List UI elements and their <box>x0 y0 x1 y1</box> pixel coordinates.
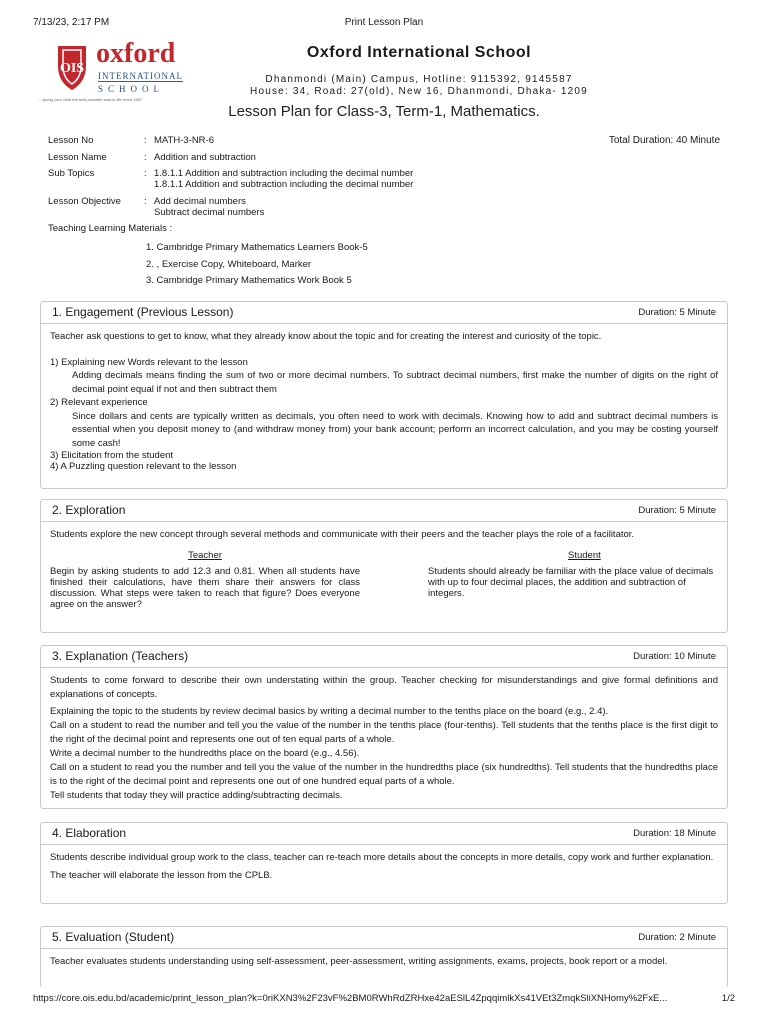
engagement-item-2-text: Since dollars and cents are typically written as decimals, you often need to work with decimals. Knowing how to add and subtract decimal numbers is essential when you deposit money to (and withdraw money from) your bank account; perform an incorrect calculation, and you may be costing yourself some cash! <box>72 410 718 449</box>
teacher-heading: Teacher <box>188 549 222 561</box>
teacher-text: Begin by asking students to add 12.3 and 0.81. When all students have finished their calculations, have them share their answers for class discussion. What steps were taken to reach that figure? Does everyone agree on the answer? <box>50 565 360 610</box>
explanation-paragraph: Write a decimal number to the hundredths place on the board (e.g., 4.56). <box>50 748 360 759</box>
colon: : <box>144 168 147 179</box>
svg-text:OIS: OIS <box>59 61 85 76</box>
student-heading: Student <box>568 549 601 561</box>
section-evaluation <box>40 926 728 988</box>
meta-sub-topics <box>48 168 720 192</box>
section-title: 4. Elaboration <box>52 826 127 840</box>
section-exploration <box>40 499 728 633</box>
logo-wordmark: oxford <box>96 38 176 69</box>
logo-tagline: ... giving your child the best possible start in life since 1987 <box>38 97 143 102</box>
school-logo <box>38 38 190 110</box>
colon: : <box>144 135 147 146</box>
sub-topics-label: Sub Topics <box>48 168 95 179</box>
sub-topic-1: 1.8.1.1 Addition and subtraction including the decimal number <box>154 168 414 179</box>
meta-materials <box>48 223 720 235</box>
section-intro: Teacher ask questions to get to know, what they already know about the topic and for creating the interest and curiosity of the topic. <box>50 331 602 342</box>
engagement-item-1-text: Adding decimals means finding the sum of two or more decimal numbers. To subtract decimal numbers, first make the number of digits on the right of decimal point equal if not and then subtract them <box>72 370 718 395</box>
explanation-paragraph: Tell students that today they will practice adding/subtracting decimals. <box>50 790 343 801</box>
elaboration-paragraph: The teacher will elaborate the lesson from the CPLB. <box>50 869 273 881</box>
section-title: 5. Evaluation (Student) <box>52 930 175 944</box>
section-title: 1. Engagement (Previous Lesson) <box>52 305 234 319</box>
logo-sub-international: INTERNATIONAL <box>98 71 183 81</box>
section-elaboration <box>40 822 728 904</box>
lesson-no-value: MATH-3-NR-6 <box>154 135 214 146</box>
logo-sub-school: SCHOOL <box>98 84 165 94</box>
meta-lesson-no <box>48 135 720 147</box>
objective-2: Subtract decimal numbers <box>154 207 265 218</box>
explanation-paragraph: Explaining the topic to the students by review decimal basics by writing a decimal number to the tenths place on the board (e.g., 2.4). <box>50 706 609 717</box>
materials-label: Teaching Learning Materials : <box>48 223 173 234</box>
school-address-line1: Dhanmondi (Main) Campus, Hotline: 9115392, 9145587 <box>265 74 573 85</box>
section-intro: Students describe individual group work to the class, teacher can re-teach more details about the concepts in more details, copy work and further explanation. <box>50 852 714 863</box>
section-duration: Duration: 18 Minute <box>633 828 716 839</box>
section-engagement <box>40 301 728 489</box>
section-intro: Students to come forward to describe their own understating within the group. Teacher checking for misunderstandings and give formal definitions and explanations of concepts. <box>50 675 718 700</box>
print-footer <box>33 993 735 1004</box>
section-explanation <box>40 645 728 809</box>
student-column <box>428 550 718 610</box>
page-url: https://core.ois.edu.bd/academic/print_lesson_plan?k=0riKXN3%2F23vF%2BM0RWhRdZRHxe42aESlL4ZpqqimlkXs41VEt3ZmqkSliXNHomy%2FxE... <box>33 993 668 1004</box>
section-intro: Students explore the new concept through several methods and communicate with their peers and the teacher plays the role of a facilitator. <box>50 529 635 540</box>
materials-list <box>146 242 368 292</box>
meta-objective <box>48 196 720 220</box>
section-intro: Teacher evaluates students understanding using self-assessment, peer-assessment, writing assignments, exams, projects, book report or a model. <box>50 956 668 967</box>
total-duration: Total Duration: 40 Minute <box>608 135 720 146</box>
section-duration: Duration: 2 Minute <box>638 932 716 943</box>
school-address-line2: House: 34, Road: 27(old), New 16, Dhanmondi, Dhaka- 1209 <box>250 86 588 97</box>
section-title: 3. Explanation (Teachers) <box>52 649 189 663</box>
section-duration: Duration: 5 Minute <box>638 307 716 318</box>
engagement-item-1: 1) Explaining new Words relevant to the lesson <box>50 356 248 368</box>
explanation-paragraph: Call on a student to read you the number and tell you the value of the number in the hundredths place (six hundredths). Tell students that the hundredths place is to the right of the decimal point and represents one out of one hundred equal parts of a whole. <box>50 762 718 787</box>
sub-topic-2: 1.8.1.1 Addition and subtraction including the decimal number <box>154 179 414 190</box>
list-item: 1. Cambridge Primary Mathematics Learners Book-5 <box>146 242 368 253</box>
list-item: 2. , Exercise Copy, Whiteboard, Marker <box>146 258 312 270</box>
engagement-item-3: 3) Elicitation from the student <box>50 450 174 461</box>
print-page-title: Print Lesson Plan <box>344 17 424 28</box>
teacher-column <box>50 550 360 610</box>
section-duration: Duration: 5 Minute <box>638 505 716 516</box>
lesson-no-label: Lesson No <box>48 135 94 146</box>
page-number: 1/2 <box>721 993 735 1004</box>
meta-lesson-name <box>48 152 720 164</box>
list-item: 3. Cambridge Primary Mathematics Work Book 5 <box>146 275 352 286</box>
lesson-name-label: Lesson Name <box>48 152 107 163</box>
section-title: 2. Exploration <box>52 503 126 517</box>
objective-label: Lesson Objective <box>48 196 121 207</box>
print-datetime: 7/13/23, 2:17 PM <box>33 17 110 28</box>
browser-print-header <box>33 17 735 31</box>
colon: : <box>144 196 147 207</box>
lesson-name-value: Addition and subtraction <box>154 152 256 163</box>
engagement-item-4: 4) A Puzzling question relevant to the lesson <box>50 461 237 472</box>
lesson-plan-title: Lesson Plan for Class-3, Term-1, Mathematics. <box>228 103 540 120</box>
explanation-paragraph: Call on a student to read the number and tell you the value of the number in the tenths place (four-tenths). Tell students that the tenths place is the first digit to the right of the decimal point and represents one out of ten equal parts of a whole. <box>50 720 718 745</box>
school-name: Oxford International School <box>306 44 532 61</box>
section-duration: Duration: 10 Minute <box>633 651 716 662</box>
student-text: Students should already be familiar with the place value of decimals with up to four decimal places, the addition and subtraction of integers. <box>428 565 714 599</box>
engagement-item-2: 2) Relevant experience <box>50 397 148 408</box>
objective-1: Add decimal numbers <box>154 196 246 207</box>
colon: : <box>144 152 147 163</box>
